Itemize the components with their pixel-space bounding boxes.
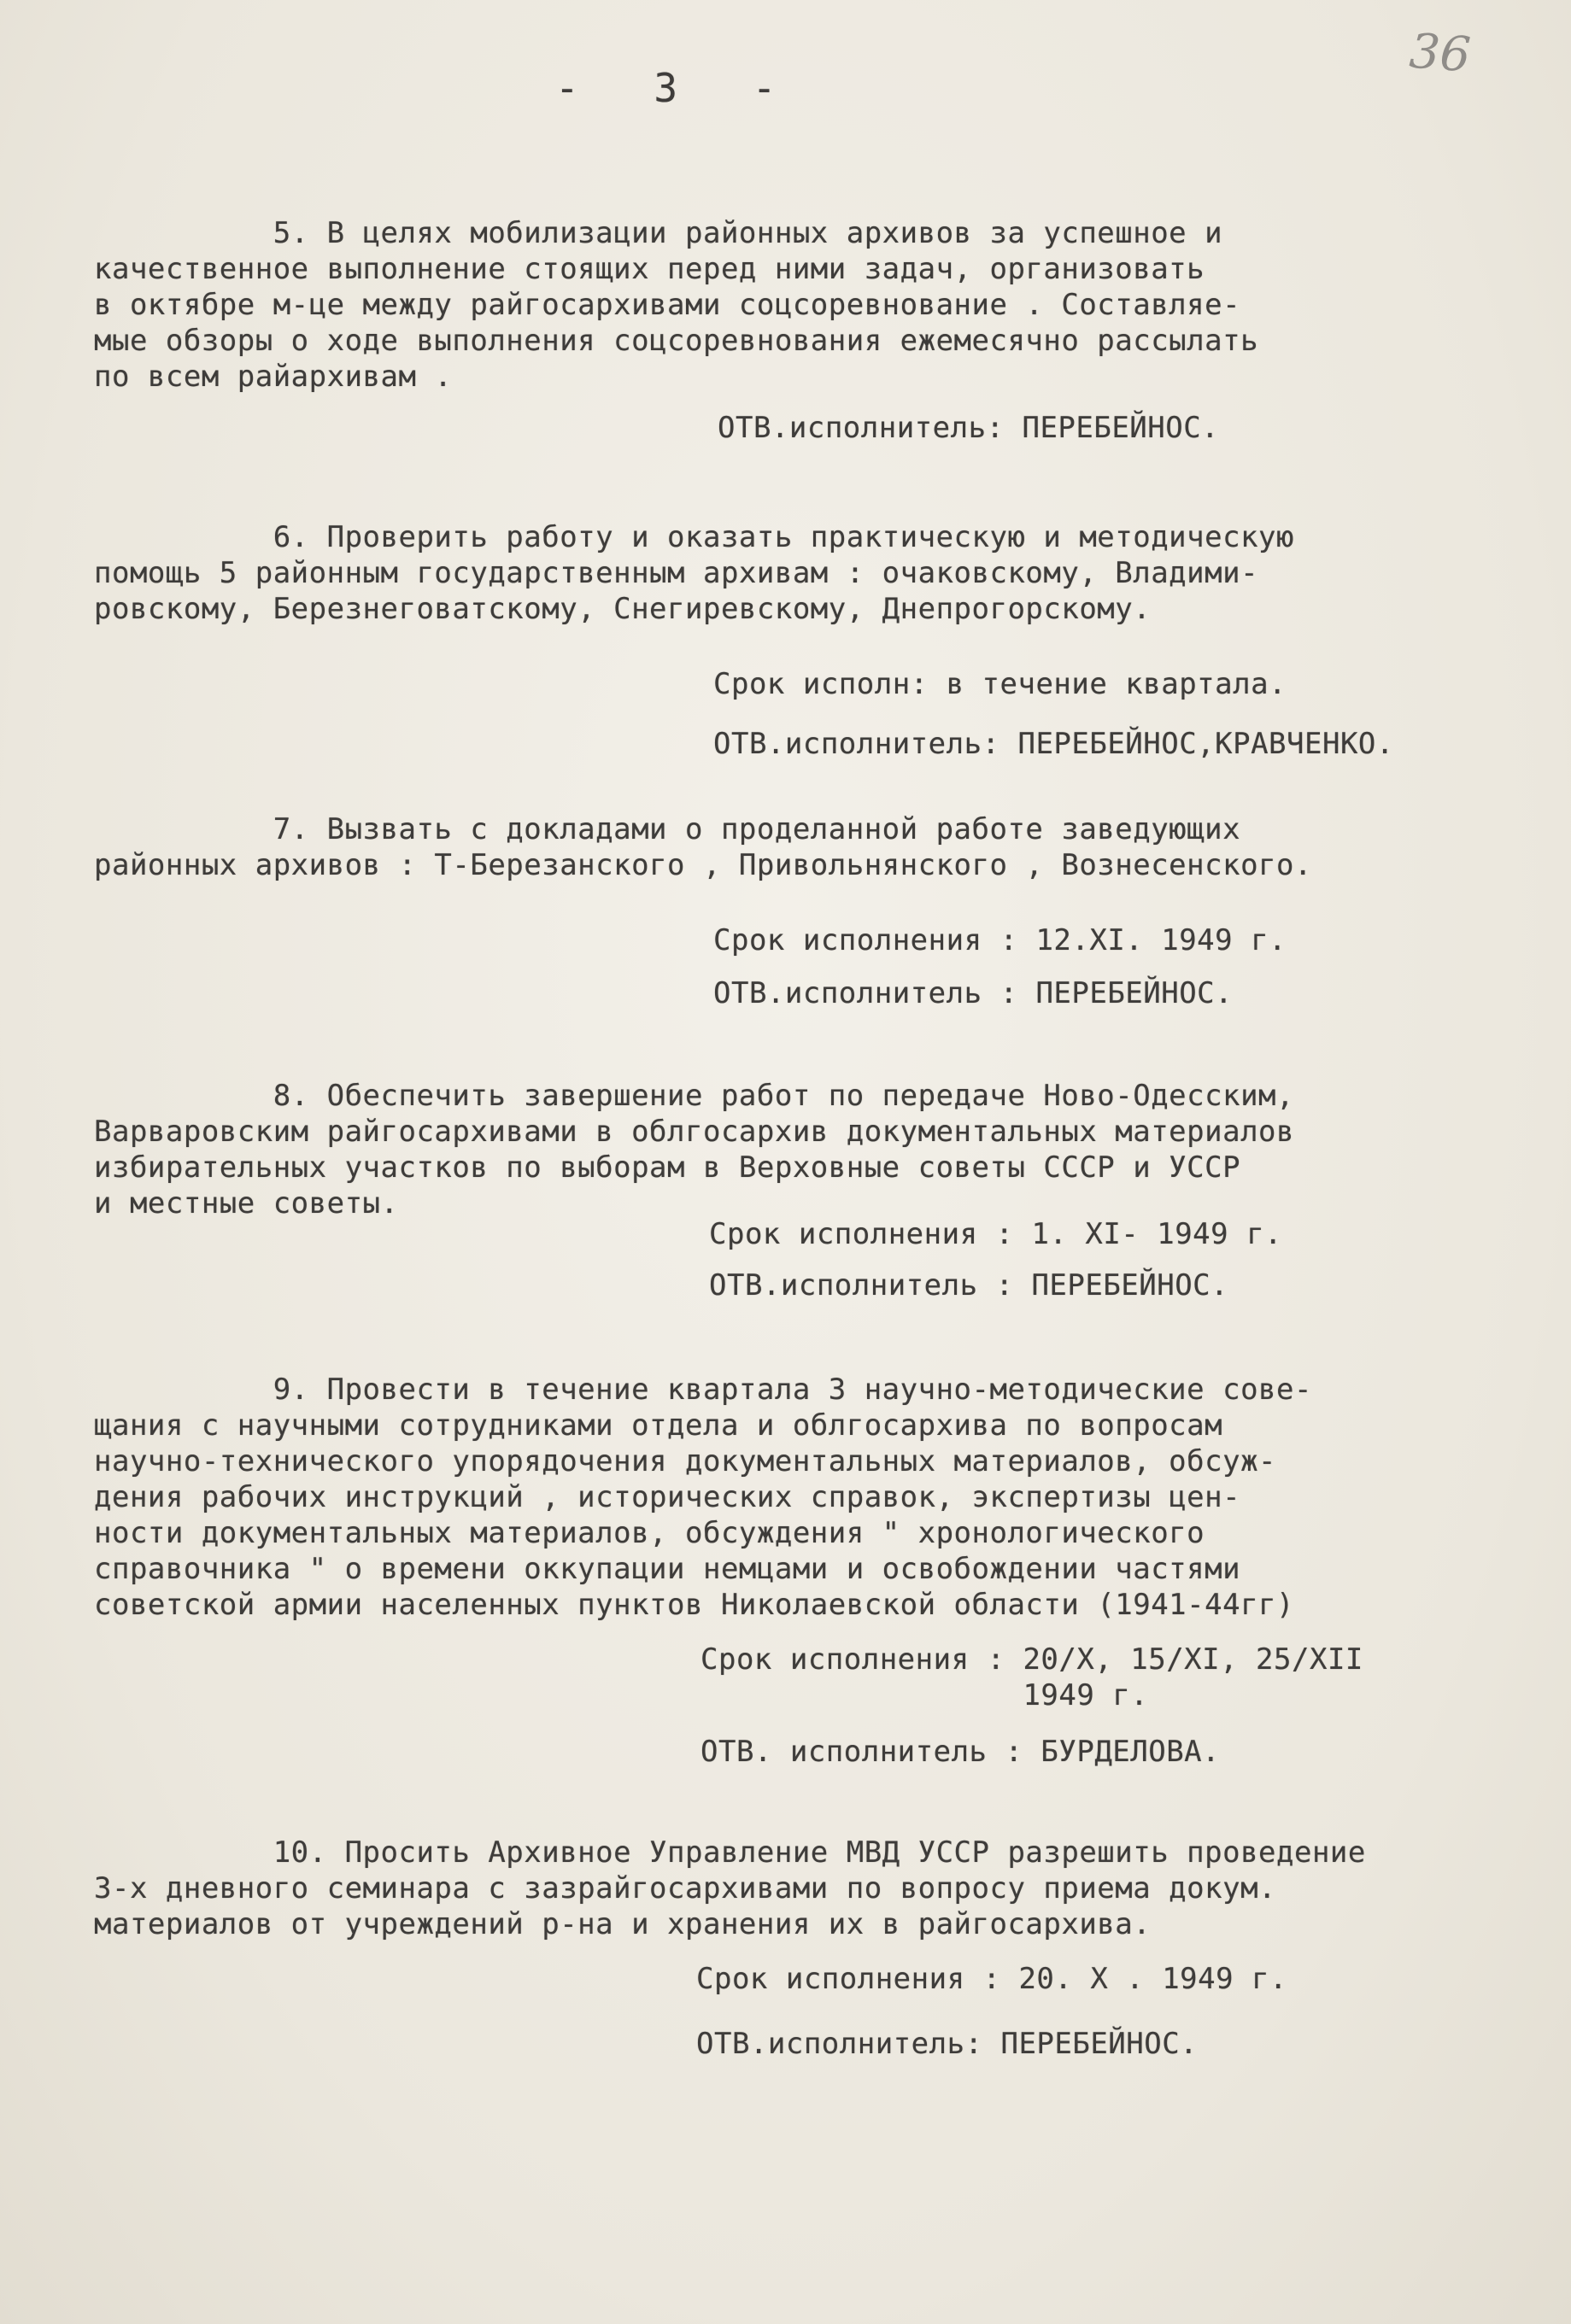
item-9-line: дения рабочих инструкций , исторических справок, экспертизы цен- — [94, 1480, 1241, 1514]
item-10 — [94, 1835, 1546, 1942]
item-6-responsible: ОТВ.исполнитель: ПЕРЕБЕЙНОС,КРАВЧЕНКО. — [713, 727, 1394, 761]
item-6-line: помощь 5 районным государственным архивам : очаковскому, Владими- — [94, 556, 1259, 590]
item-10-deadline: Срок исполнения : 20. X . 1949 г. — [696, 1962, 1288, 1996]
item-9-line: ности документальных материалов, обсуждения " хронологического — [94, 1516, 1205, 1550]
item-8-line: избирательных участков по выборам в Верховные советы СССР и УССР — [94, 1150, 1241, 1185]
item-8-line: и местные советы. — [94, 1186, 399, 1221]
page-number: - 3 - — [555, 65, 802, 111]
item-9-line: справочника " о времени оккупации немцами и освобождении частями — [94, 1552, 1241, 1586]
item-6 — [94, 519, 1546, 627]
item-9-deadline-year: 1949 г. — [701, 1678, 1149, 1712]
item-10-responsible: ОТВ.исполнитель: ПЕРЕБЕЙНОС. — [696, 2027, 1199, 2061]
item-8-line: Варваровским райгосархивами в облгосархив документальных материалов — [94, 1115, 1294, 1149]
item-8-deadline: Срок исполнения : 1. XI- 1949 г. — [709, 1217, 1283, 1251]
item-9-line: 9. Провести в течение квартала 3 научно-методические сове- — [94, 1373, 1312, 1407]
item-9-line: щания с научными сотрудниками отдела и облгосархива по вопросам — [94, 1408, 1223, 1443]
item-10-line: материалов от учреждений р-на и хранения их в райгосархива. — [94, 1907, 1152, 1941]
item-5-line: по всем райархивам . — [94, 360, 453, 394]
item-9-responsible: ОТВ. исполнитель : БУРДЕЛОВА. — [701, 1735, 1221, 1769]
item-7-line: 7. Вызвать с докладами о проделанной работе заведующих — [94, 812, 1241, 846]
item-10-line: 3-х дневного семинара с зазрайгосархивами по вопросу приема докум. — [94, 1871, 1277, 1905]
item-8-responsible: ОТВ.исполнитель : ПЕРЕБЕЙНОС. — [709, 1268, 1229, 1302]
item-7-responsible: ОТВ.исполнитель : ПЕРЕБЕЙНОС. — [713, 976, 1234, 1010]
item-7 — [94, 811, 1546, 883]
item-5 — [94, 215, 1546, 395]
item-5-line: в октябре м-це между райгосархивами соцсоревнование . Составляе- — [94, 288, 1241, 322]
item-9 — [94, 1372, 1546, 1623]
item-6-line: 6. Проверить работу и оказать практическую и методическую — [94, 520, 1294, 554]
item-5-line: качественное выполнение стоящих перед ними задач, организовать — [94, 252, 1205, 286]
item-10-line: 10. Просить Архивное Управление МВД УССР разрешить проведение — [94, 1835, 1366, 1870]
item-9-deadline: Срок исполнения : 20/X, 15/XI, 25/XII — [701, 1642, 1363, 1677]
item-8-line: 8. Обеспечить завершение работ по передаче Ново-Одесским, — [94, 1079, 1294, 1113]
item-6-deadline: Срок исполн: в течение квартала. — [713, 667, 1287, 701]
item-6-line: ровскому, Березнеговатскому, Снегиревскому, Днепрогорскому. — [94, 592, 1152, 626]
item-7-line: районных архивов : Т-Березанского , Привольнянского , Вознесенского. — [94, 848, 1312, 882]
item-7-deadline: Срок исполнения : 12.XI. 1949 г. — [713, 923, 1287, 957]
item-5-line: 5. В целях мобилизации районных архивов за успешное и — [94, 216, 1223, 250]
item-9-line: научно-технического упорядочения документальных материалов, обсуж- — [94, 1444, 1277, 1478]
item-9-line: советской армии населенных пунктов Николаевской области (1941-44гг) — [94, 1588, 1294, 1622]
archive-folio-number: 36 — [1407, 23, 1473, 84]
item-5-line: мые обзоры о ходе выполнения соцсоревнования ежемесячно рассылать — [94, 324, 1259, 358]
item-5-responsible: ОТВ.исполнитель: ПЕРЕБЕЙНОС. — [718, 411, 1220, 445]
item-8 — [94, 1078, 1546, 1221]
